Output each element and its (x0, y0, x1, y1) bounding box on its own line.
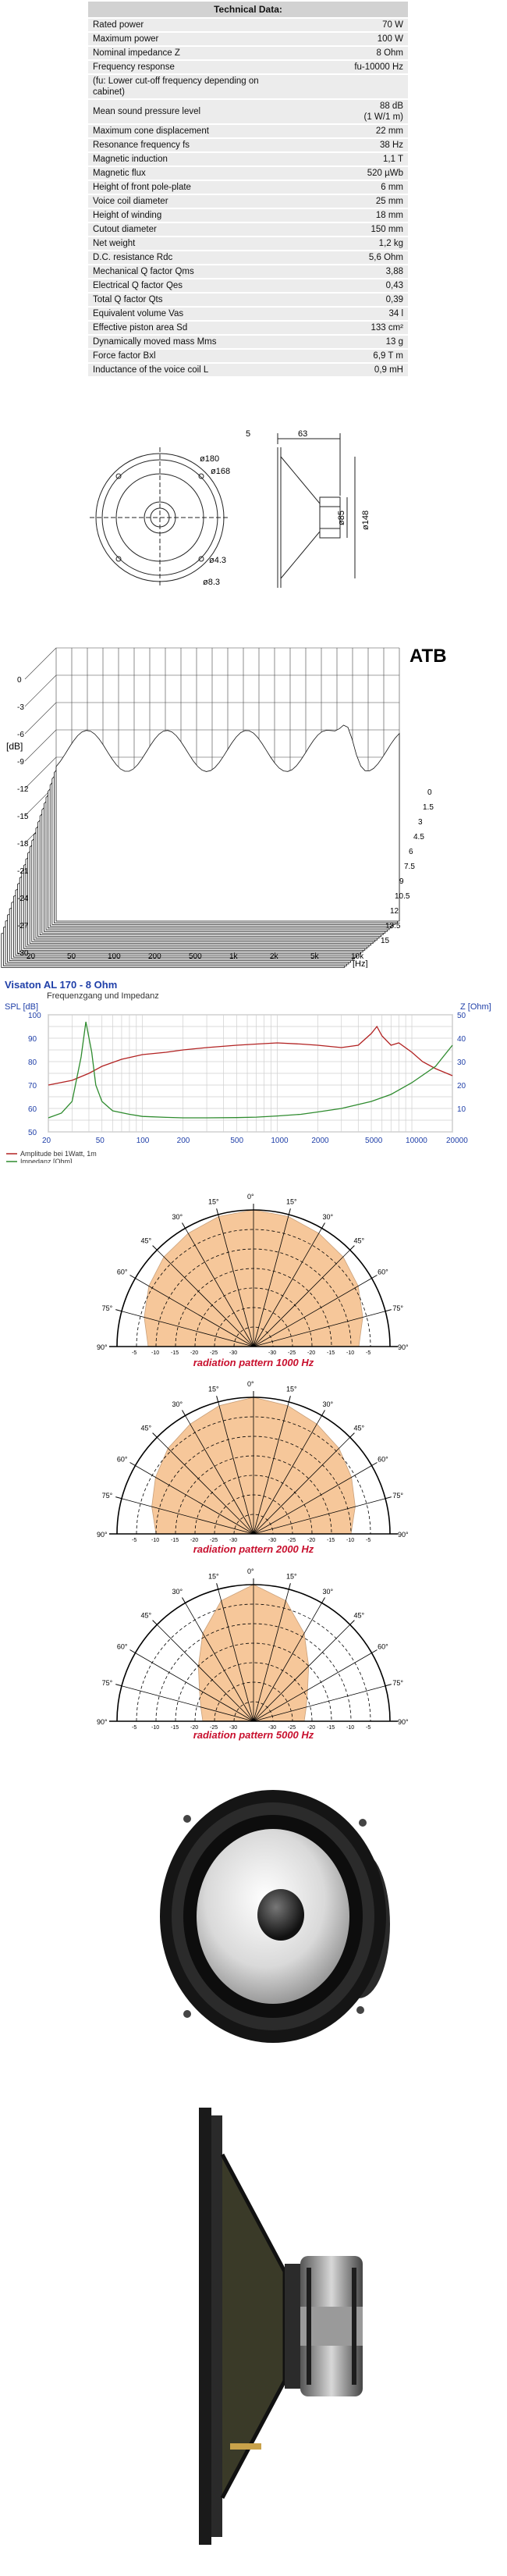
row-label: Voice coil diameter (88, 195, 297, 208)
polar-angle-label: 60° (116, 1455, 128, 1464)
polar-tick (130, 1276, 136, 1279)
waterfall-x-tick: 1k (229, 952, 238, 961)
y2-tick-label: 10 (457, 1105, 466, 1114)
row-label: Resonance frequency fs (88, 139, 297, 151)
polar-tick (289, 1583, 290, 1589)
waterfall-time-tick: 12 (390, 907, 399, 916)
grid-line (25, 730, 56, 761)
x-tick-label: 200 (176, 1137, 190, 1145)
polar-radius-label: -5 (366, 1350, 371, 1354)
polar-angle-label: 30° (172, 1212, 183, 1221)
row-value: 38 Hz (297, 139, 408, 151)
waterfall-label: ATB (410, 646, 447, 667)
polar-plot-2000 (0, 1378, 507, 1546)
x-tick-label: 2000 (311, 1137, 329, 1145)
dim-d83: ø8.3 (203, 578, 221, 587)
polar-tick (217, 1208, 218, 1215)
table-row (88, 153, 408, 165)
polar-angle-label: 75° (392, 1304, 404, 1313)
y-tick-label: 100 (28, 1012, 41, 1020)
row-label: (fu: Lower cut-off frequency depending on cabinet) (88, 75, 297, 98)
polar-angle-label: 15° (285, 1385, 297, 1393)
polar-angle-label: 60° (378, 1455, 388, 1464)
waterfall-x-tick: 10k (351, 952, 364, 961)
polar-radius-label: -5 (132, 1725, 137, 1729)
waterfall-x-tick: 500 (189, 952, 202, 961)
polar-radius-label: -10 (151, 1350, 160, 1354)
row-label: Electrical Q factor Qes (88, 279, 297, 292)
row-value: 3,88 (297, 265, 408, 278)
x-tick-label: 100 (136, 1137, 150, 1145)
table-row (88, 237, 408, 250)
polar-tick (350, 1246, 355, 1251)
polar-angle-label: 0° (247, 1380, 254, 1388)
polar-tick (115, 1685, 122, 1686)
dimension-drawing (86, 425, 429, 617)
polar-radius-label: -15 (327, 1725, 335, 1729)
table-row (88, 336, 408, 348)
table-row (88, 181, 408, 194)
polar-angle-label: 75° (392, 1492, 404, 1500)
row-value: 6,9 T m (297, 350, 408, 362)
polar-radius-label: -25 (288, 1538, 296, 1542)
polar-angle-label: 90° (398, 1343, 409, 1351)
polar-tick (183, 1223, 186, 1229)
waterfall-time-tick: 6 (409, 848, 413, 856)
polar-radius-label: -30 (268, 1538, 277, 1542)
row-label: Mechanical Q factor Qms (88, 265, 297, 278)
polar-angle-label: 45° (353, 1236, 365, 1245)
y2-tick-label: 30 (457, 1059, 466, 1067)
row-value: 70 W (297, 19, 408, 31)
x-tick-label: 50 (95, 1137, 105, 1145)
polar-angle-label: 60° (378, 1268, 388, 1276)
polar-radius-label: -15 (171, 1538, 179, 1542)
row-value: 8 Ohm (297, 47, 408, 59)
polar-caption-5000: radiation pattern 5000 Hz (193, 1729, 314, 1741)
polar-angle-label: 45° (140, 1236, 152, 1245)
grid-line (25, 675, 56, 706)
row-value: 0,39 (297, 294, 408, 306)
polar-radius-label: -30 (268, 1725, 277, 1729)
speaker-front-photo (156, 1776, 390, 2053)
polar-radius-label: -15 (327, 1538, 335, 1542)
polar-caption-1000: radiation pattern 1000 Hz (193, 1357, 314, 1368)
polar-angle-label: 30° (322, 1587, 334, 1596)
table-row (88, 75, 408, 98)
polar-radius-label: -20 (307, 1538, 316, 1542)
polar-tick (385, 1497, 392, 1499)
polar-radius-label: -30 (229, 1538, 238, 1542)
polar-angle-label: 90° (97, 1531, 108, 1539)
y2-axis-label: Z [Ohm] (460, 1002, 491, 1012)
polar-angle-label: 75° (392, 1679, 404, 1688)
x-tick-label: 5000 (365, 1137, 383, 1145)
polar-tick (322, 1223, 325, 1229)
table-row (88, 195, 408, 208)
polar-tick (130, 1463, 136, 1466)
polar-radius-label: -20 (190, 1350, 199, 1354)
table-row (88, 19, 408, 31)
polar-angle-label: 75° (101, 1492, 113, 1500)
polar-radius-label: -25 (210, 1725, 218, 1729)
y-tick-label: 70 (28, 1082, 37, 1091)
grid-line (25, 703, 56, 734)
polar-angle-label: 0° (247, 1193, 254, 1201)
polar-angle-label: 15° (208, 1572, 219, 1581)
speaker-side-svg (176, 2108, 378, 2545)
speaker-front-svg (156, 1776, 390, 2049)
row-value: 1,2 kg (297, 237, 408, 250)
waterfall-y-tick: -6 (17, 731, 24, 739)
polar-angle-label: 30° (172, 1400, 183, 1408)
row-value: fu-10000 Hz (297, 61, 408, 73)
row-label: Height of winding (88, 209, 297, 222)
polar-angle-label: 30° (172, 1587, 183, 1596)
polar-tick (322, 1598, 325, 1603)
row-label: Total Q factor Qts (88, 294, 297, 306)
polar-angle-label: 45° (140, 1611, 152, 1620)
polar-plot-5000 (0, 1565, 507, 1733)
waterfall-y-tick: -9 (17, 758, 24, 767)
row-label: Maximum power (88, 33, 297, 45)
polar-tick (385, 1685, 392, 1686)
legend-label: Impedanz [Ohm] (20, 1158, 73, 1163)
polar-tick (217, 1583, 218, 1589)
polar-radius-label: -20 (190, 1538, 199, 1542)
polar-radius-label: -15 (171, 1725, 179, 1729)
polar-tick (350, 1621, 355, 1625)
row-label: Force factor Bxl (88, 350, 297, 362)
row-label: Mean sound pressure level (88, 100, 297, 123)
polar-tick (115, 1310, 122, 1311)
frequency-response-svg (0, 976, 507, 1163)
waterfall-time-tick: 7.5 (404, 863, 415, 871)
row-label: Cutout diameter (88, 223, 297, 236)
chart-title: Visaton AL 170 - 8 Ohm (5, 979, 118, 991)
dim-63: 63 (298, 429, 308, 439)
table-row (88, 350, 408, 362)
waterfall-y-tick: -3 (17, 703, 24, 712)
polar-angle-label: 75° (101, 1304, 113, 1313)
polar-radius-label: -30 (229, 1350, 238, 1354)
table-row (88, 322, 408, 334)
polar-tick (289, 1208, 290, 1215)
polar-angle-label: 15° (285, 1572, 297, 1581)
polar-angle-label: 60° (378, 1642, 388, 1651)
polar-angle-label: 45° (140, 1424, 152, 1432)
grid-line (25, 648, 56, 679)
row-value: 100 W (297, 33, 408, 45)
table-row (88, 223, 408, 236)
dim-d180: ø180 (200, 454, 220, 464)
x-tick-label: 10000 (406, 1137, 427, 1145)
polar-radius-label: -30 (268, 1350, 277, 1354)
waterfall-time-tick: 13.5 (385, 922, 401, 930)
row-label: Magnetic induction (88, 153, 297, 165)
table-row (88, 61, 408, 73)
row-label: Nominal impedance Z (88, 47, 297, 59)
y2-tick-label: 20 (457, 1082, 466, 1091)
row-value: 150 mm (297, 223, 408, 236)
polar-svg-5000 (0, 1565, 507, 1729)
polar-tick (217, 1396, 218, 1402)
polar-radius-label: -25 (210, 1538, 218, 1542)
waterfall-svg (0, 632, 507, 968)
row-value (297, 75, 408, 98)
row-value: 18 mm (297, 209, 408, 222)
polar-tick (289, 1396, 290, 1402)
waterfall-time-tick: 9 (399, 877, 404, 886)
polar-radius-label: -15 (327, 1350, 335, 1354)
table-row (88, 33, 408, 45)
y-tick-label: 80 (28, 1059, 37, 1067)
polar-radius-label: -5 (366, 1538, 371, 1542)
dim-d85: ø85 (337, 511, 346, 525)
row-value: 520 µWb (297, 167, 408, 180)
waterfall-time-tick: 3 (418, 818, 423, 827)
waterfall-y-tick: -27 (17, 922, 29, 930)
x-tick-label: 1000 (271, 1137, 289, 1145)
row-value: 13 g (297, 336, 408, 348)
y-tick-label: 50 (28, 1129, 37, 1137)
row-value: 34 l (297, 308, 408, 320)
polar-angle-label: 45° (353, 1611, 365, 1620)
row-value: 88 dB (1 W/1 m) (297, 100, 408, 123)
y2-tick-label: 40 (457, 1035, 466, 1044)
row-label: Height of front pole-plate (88, 181, 297, 194)
dim-d43: ø4.3 (209, 556, 227, 565)
polar-tick (322, 1411, 325, 1416)
table-row (88, 251, 408, 264)
row-label: Rated power (88, 19, 297, 31)
row-label: Inductance of the voice coil L (88, 364, 297, 376)
waterfall-y-tick: 0 (17, 676, 22, 685)
waterfall-y-tick: -12 (17, 785, 29, 794)
polar-angle-label: 60° (116, 1642, 128, 1651)
table-row (88, 100, 408, 123)
waterfall-time-tick: 4.5 (413, 833, 424, 841)
y-tick-label: 90 (28, 1035, 37, 1044)
row-value: 1,1 T (297, 153, 408, 165)
frequency-response-chart (0, 976, 507, 1167)
waterfall-y-tick: -24 (17, 895, 29, 903)
polar-radius-label: -10 (346, 1725, 355, 1729)
table-row (88, 167, 408, 180)
row-value: 5,6 Ohm (297, 251, 408, 264)
polar-angle-label: 90° (97, 1718, 108, 1726)
waterfall-x-tick: 5k (310, 952, 319, 961)
table-row (88, 294, 408, 306)
table-row (88, 209, 408, 222)
polar-svg-1000 (0, 1190, 507, 1354)
polar-radius-label: -15 (171, 1350, 179, 1354)
polar-radius-label: -20 (190, 1725, 199, 1729)
waterfall-y-tick: -30 (17, 949, 29, 958)
y-axis-label: SPL [dB] (5, 1002, 39, 1012)
speaker-dimension-svg (86, 425, 429, 613)
row-value: 22 mm (297, 125, 408, 137)
polar-angle-label: 60° (116, 1268, 128, 1276)
waterfall-x-unit: [Hz] (353, 959, 368, 968)
polar-angle-label: 0° (247, 1567, 254, 1575)
polar-radius-label: -10 (346, 1538, 355, 1542)
table-title: Technical Data: (88, 2, 408, 17)
waterfall-plot (0, 632, 507, 972)
waterfall-y-tick: -21 (17, 867, 29, 876)
polar-radius-label: -20 (307, 1725, 316, 1729)
polar-angle-label: 15° (208, 1385, 219, 1393)
table-row (88, 364, 408, 376)
row-label: Maximum cone displacement (88, 125, 297, 137)
polar-radius-label: -5 (132, 1538, 137, 1542)
polar-angle-label: 90° (398, 1718, 409, 1726)
polar-radius-label: -25 (210, 1350, 218, 1354)
polar-plot-1000 (0, 1190, 507, 1358)
waterfall-x-tick: 20 (27, 952, 36, 961)
polar-angle-label: 75° (101, 1679, 113, 1688)
polar-tick (183, 1411, 186, 1416)
dim-5: 5 (246, 429, 251, 439)
waterfall-x-tick: 200 (148, 952, 161, 961)
waterfall-time-tick: 0 (427, 788, 432, 797)
table-row (88, 139, 408, 151)
dim-d168: ø168 (211, 467, 231, 476)
polar-tick (115, 1497, 122, 1499)
polar-tick (183, 1598, 186, 1603)
x-tick-label: 20 (42, 1137, 51, 1145)
table-row (88, 47, 408, 59)
row-value: 0,43 (297, 279, 408, 292)
x-tick-label: 20000 (446, 1137, 468, 1145)
polar-tick (130, 1650, 136, 1653)
waterfall-x-tick: 100 (108, 952, 121, 961)
polar-radius-label: -10 (346, 1350, 355, 1354)
polar-angle-label: 45° (353, 1424, 365, 1432)
waterfall-x-tick: 2k (270, 952, 278, 961)
polar-radius-label: -5 (132, 1350, 137, 1354)
y2-tick-label: 50 (457, 1012, 466, 1020)
technical-data-table (88, 0, 408, 378)
table-row (88, 125, 408, 137)
row-label: Effective piston area Sd (88, 322, 297, 334)
row-label: Equivalent volume Vas (88, 308, 297, 320)
polar-angle-label: 30° (322, 1212, 334, 1221)
table-row (88, 308, 408, 320)
polar-tick (153, 1621, 158, 1625)
speaker-side-photo (176, 2108, 378, 2549)
polar-angle-label: 30° (322, 1400, 334, 1408)
polar-tick (350, 1433, 355, 1438)
waterfall-time-tick: 1.5 (423, 803, 434, 812)
row-label: Net weight (88, 237, 297, 250)
polar-angle-label: 15° (208, 1197, 219, 1206)
row-value: 133 cm² (297, 322, 408, 334)
waterfall-x-tick: 50 (67, 952, 76, 961)
polar-radius-label: -10 (151, 1538, 160, 1542)
table-row (88, 265, 408, 278)
waterfall-y-tick: -18 (17, 840, 29, 849)
polar-tick (372, 1276, 378, 1279)
polar-radius-label: -10 (151, 1725, 160, 1729)
table-row (88, 279, 408, 292)
polar-tick (372, 1463, 378, 1466)
row-label: D.C. resistance Rdc (88, 251, 297, 264)
polar-radius-label: -25 (288, 1725, 296, 1729)
polar-radius-label: -20 (307, 1350, 316, 1354)
waterfall-y-tick: -15 (17, 813, 29, 821)
polar-tick (153, 1246, 158, 1251)
polar-tick (153, 1433, 158, 1438)
polar-angle-label: 90° (97, 1343, 108, 1351)
x-tick-label: 500 (230, 1137, 244, 1145)
row-label: Magnetic flux (88, 167, 297, 180)
polar-angle-label: 90° (398, 1531, 409, 1539)
polar-radius-label: -25 (288, 1350, 296, 1354)
dim-d148: ø148 (361, 510, 370, 530)
polar-angle-label: 15° (285, 1197, 297, 1206)
waterfall-time-tick: 15 (381, 937, 390, 945)
row-label: Frequency response (88, 61, 297, 73)
polar-tick (385, 1310, 392, 1311)
waterfall-time-tick: 10.5 (395, 892, 410, 901)
polar-svg-2000 (0, 1378, 507, 1542)
polar-radius-label: -5 (366, 1725, 371, 1729)
row-value: 6 mm (297, 181, 408, 194)
row-value: 0,9 mH (297, 364, 408, 376)
waterfall-slice (56, 725, 399, 921)
row-value: 25 mm (297, 195, 408, 208)
legend-label: Amplitude bei 1Watt, 1m (20, 1150, 97, 1158)
y-tick-label: 60 (28, 1105, 37, 1114)
chart-subtitle: Frequenzgang und Impedanz (47, 991, 159, 1001)
polar-radius-label: -30 (229, 1725, 238, 1729)
polar-caption-2000: radiation pattern 2000 Hz (193, 1543, 314, 1555)
waterfall-y-unit: [dB] (6, 741, 23, 752)
row-label: Dynamically moved mass Mms (88, 336, 297, 348)
polar-tick (372, 1650, 378, 1653)
